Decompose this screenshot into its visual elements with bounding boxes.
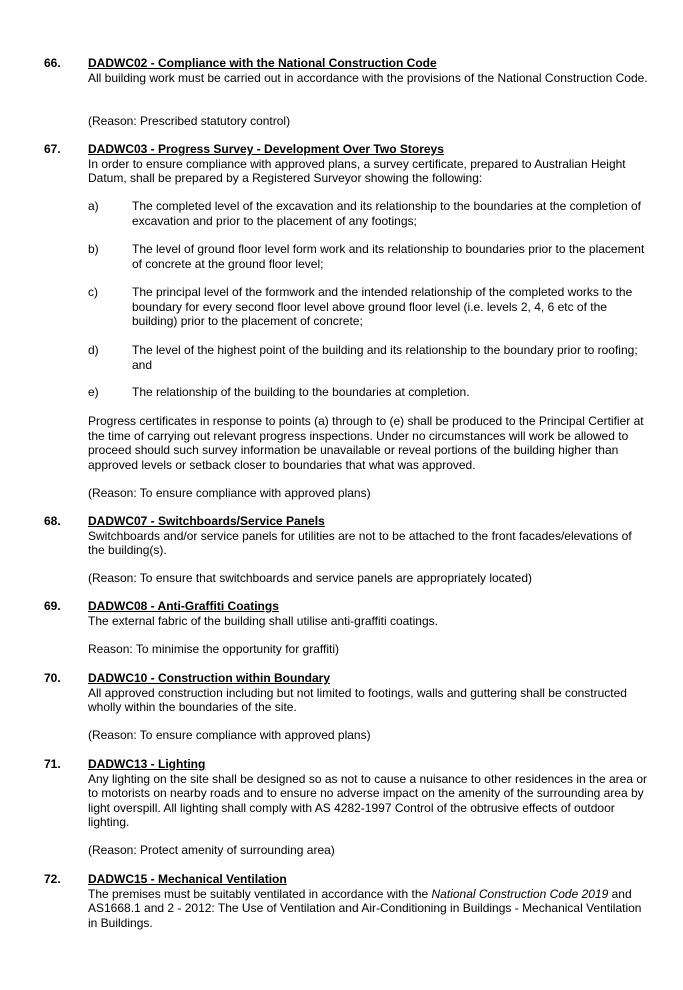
condition-title: DADWC08 - Anti-Graffiti Coatings (88, 599, 279, 613)
condition-number: 71. (44, 757, 61, 771)
condition-number: 66. (44, 56, 61, 70)
condition-number: 68. (44, 514, 61, 528)
condition-reason: (Reason: To ensure compliance with approved plans) (88, 728, 371, 742)
condition-title: DADWC10 - Construction within Boundary (88, 671, 330, 685)
list-item-label: e) (88, 385, 99, 399)
list-item-text: The principal level of the formwork and the intended relationship of the completed works to the boundary for every second floor level above ground floor level (i.e. levels 2, 4, 6 etc of the building) prior to the placement of concrete; (132, 285, 633, 328)
list-item-text: The relationship of the building to the boundaries at completion. (132, 385, 470, 399)
condition-reason: (Reason: To ensure that switchboards and service panels are appropriately located) (88, 571, 533, 585)
condition-body-italic: National Construction Code 2019 (431, 886, 609, 901)
condition-reason: (Reason: Protect amenity of surrounding area) (88, 843, 335, 857)
condition-extra: Progress certificates in response to points (a) through to (e) shall be produced to the Principal Certifier at the time of carrying out relevant progress inspections. Under no circumstances will work be allowed to proceed should such survey information be unavailable or reveal portions of the building higher than approved levels or setback closer to boundaries that what was approved. (88, 414, 644, 472)
condition-title: DADWC02 - Compliance with the National Construction Code (88, 56, 437, 70)
condition-number: 67. (44, 142, 61, 156)
condition-reason: (Reason: Prescribed statutory control) (88, 114, 291, 128)
list-item-text: The level of ground floor level form work and its relationship to boundaries prior to the placement of concrete at the ground floor level; (132, 242, 645, 271)
condition-title: DADWC13 - Lighting (88, 757, 206, 771)
condition-body: Any lighting on the site shall be designed so as not to cause a nuisance to other residences in the area or to motorists on nearby roads and to ensure no adverse impact on the amenity of the surrounding area by light overspill. All lighting shall comply with AS 4282-1997 Control of the obtrusive effects of outdoor lighting. (88, 771, 648, 829)
condition-body-text: The premises must be suitably ventilated in accordance with the (88, 886, 432, 901)
list-item-text: The level of the highest point of the building and its relationship to the boundary prior to roofing; and (132, 343, 638, 372)
list-item-text: The completed level of the excavation and its relationship to the boundaries at the completion of excavation and prior to the placement of any footings; (132, 199, 641, 228)
condition-title: DADWC07 - Switchboards/Service Panels (88, 514, 325, 528)
list-item-label: a) (88, 199, 99, 213)
condition-reason: (Reason: To ensure compliance with approved plans) (88, 486, 371, 500)
condition-number: 70. (44, 671, 61, 685)
condition-body: In order to ensure compliance with approved plans, a survey certificate, prepared to Australian Height Datum, shall be prepared by a Registered Surveyor showing the following: (88, 156, 626, 185)
condition-body: All building work must be carried out in accordance with the provisions of the National Construction Code. (88, 70, 648, 85)
condition-number: 72. (44, 872, 61, 886)
condition-body-text: and AS1668.1 and 2 - 2012: The Use of Ventilation and Air-Conditioning in Buildings - Mechanical Ventilation in Buildings. (88, 886, 642, 930)
condition-number: 69. (44, 599, 61, 613)
condition-title: DADWC03 - Progress Survey - Development Over Two Storeys (88, 142, 444, 156)
condition-body: Switchboards and/or service panels for utilities are not to be attached to the front facades/elevations of the building(s). (88, 528, 632, 557)
condition-body: All approved construction including but not limited to footings, walls and guttering shall be constructed wholly within the boundaries of the site. (88, 685, 627, 714)
list-item-label: b) (88, 242, 99, 256)
condition-body (88, 887, 648, 931)
condition-reason: Reason: To minimise the opportunity for graffiti) (88, 642, 340, 656)
list-item-label: c) (88, 285, 98, 299)
condition-title: DADWC15 - Mechanical Ventilation (88, 872, 287, 886)
list-item-label: d) (88, 343, 99, 357)
condition-body: The external fabric of the building shall utilise anti-graffiti coatings. (88, 613, 438, 628)
